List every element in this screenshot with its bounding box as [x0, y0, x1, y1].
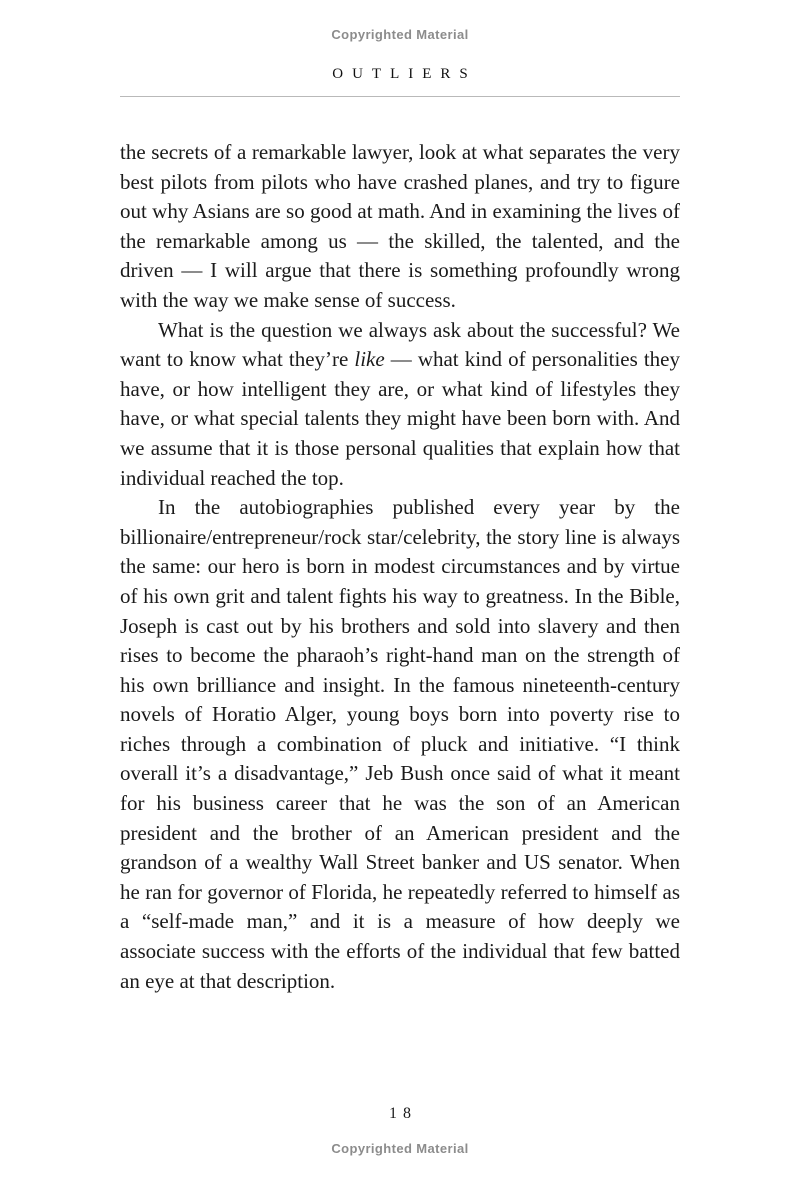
- copyright-notice-bottom: Copyrighted Material: [331, 1141, 469, 1156]
- paragraph-1: the secrets of a remarkable lawyer, look at what separates the very best pilots from pilots who have crashed planes, and try to figure out why Asians are so good at math. And in examining the lives of the remarkable among us — the skilled, the talented, and the driven — I will argue that there is something profoundly wrong with the way we make sense of success.: [120, 140, 680, 312]
- paragraph-3: In the autobiographies published every year by the billionaire/entrepreneur/rock star/celebrity, the story line is always the same: our hero is born in modest circumstances and by virtue of his own grit and talent fights his way to greatness. In the Bible, Joseph is cast out by his brothers and sold into slavery and then rises to become the pharaoh’s right-hand man on the strength of his own brilliance and insight. In the famous nineteenth-century novels of Horatio Alger, young boys born into poverty rise to riches through a combination of pluck and initiative. “I think overall it’s a disadvantage,” Jeb Bush once said of what it meant for his business career that he was the son of an American president and the brother of an American president and the grandson of a wealthy Wall Street banker and US senator. When he ran for governor of Florida, he repeatedly referred to himself as a “self-made man,” and it is a measure of how deeply we associate success with the efforts of the individual that few batted an eye at that description.: [120, 495, 680, 993]
- paragraph-2-italic-word: like: [354, 347, 385, 372]
- header-divider: [120, 96, 680, 97]
- paragraph-2-text-before-italic: What is the question we always ask about the successful? We want to know what they’re: [120, 317, 680, 372]
- copyright-notice-top: Copyrighted Material: [331, 27, 469, 42]
- paragraph-2-text-after-italic: — what kind of personalities they have, or how intelligent they are, or what kind of lifestyles they have, or what special talents they might have been born with. And we assume that it is those personal qualities that explain how that individual reached the top.: [120, 347, 680, 490]
- page-text: [120, 138, 680, 996]
- book-title: OUTLIERS: [332, 66, 477, 82]
- page-number: 18: [389, 1105, 417, 1122]
- paragraph-2: [120, 316, 680, 494]
